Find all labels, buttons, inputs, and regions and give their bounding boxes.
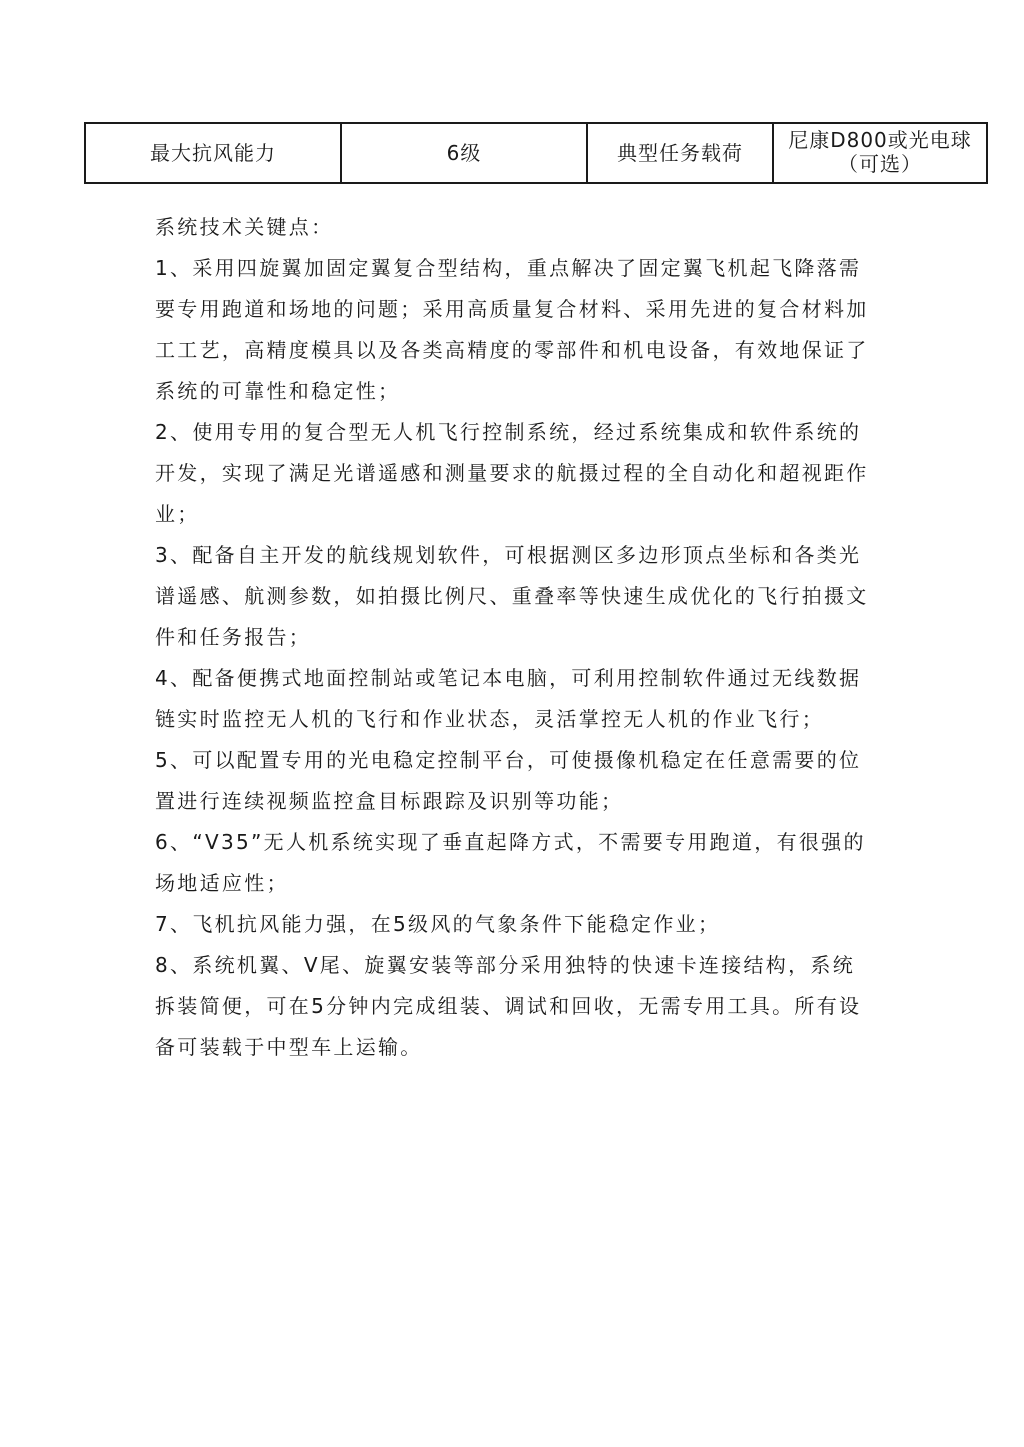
section-heading: 系统技术关键点： bbox=[155, 215, 334, 239]
list-item: 2、使用专用的复合型无人机飞行控制系统，经过系统集成和软件系统的开发，实现了满足光谱遥感和测量要求的航摄过程的全自动化和超视距作业； bbox=[155, 420, 869, 526]
spec-table bbox=[84, 122, 988, 184]
list-item: 4、配备便携式地面控制站或笔记本电脑，可利用控制软件通过无线数据链实时监控无人机的飞行和作业状态，灵活掌控无人机的作业飞行； bbox=[155, 666, 862, 731]
table-cell-label-wind-resistance: 最大抗风能力 bbox=[85, 123, 341, 183]
table-cell-value-wind-resistance: 6级 bbox=[341, 123, 587, 183]
features-section bbox=[155, 207, 875, 1068]
list-item: 3、配备自主开发的航线规划软件，可根据测区多边形顶点坐标和各类光谱遥感、航测参数，如拍摄比例尺、重叠率等快速生成优化的飞行拍摄文件和任务报告； bbox=[155, 543, 869, 649]
table-row bbox=[85, 123, 987, 183]
list-item: 5、可以配置专用的光电稳定控制平台，可使摄像机稳定在任意需要的位置进行连续视频监控盒目标跟踪及识别等功能； bbox=[155, 748, 862, 813]
table-cell-value-payload: 尼康D800或光电球（可选） bbox=[773, 123, 987, 183]
list-item: 7、飞机抗风能力强，在5级风的气象条件下能稳定作业； bbox=[155, 912, 721, 936]
list-item: 1、采用四旋翼加固定翼复合型结构，重点解决了固定翼飞机起飞降落需要专用跑道和场地的问题；采用高质量复合材料、采用先进的复合材料加工工艺，高精度模具以及各类高精度的零部件和机电设备，有效地保证了系统的可靠性和稳定性； bbox=[155, 256, 869, 403]
list-item: 8、系统机翼、V尾、旋翼安装等部分采用独特的快速卡连接结构，系统拆装简便，可在5分钟内完成组装、调试和回收，无需专用工具。所有设备可装载于中型车上运输。 bbox=[155, 953, 862, 1059]
table-cell-label-payload: 典型任务载荷 bbox=[587, 123, 773, 183]
list-item: 6、“V35”无人机系统实现了垂直起降方式，不需要专用跑道，有很强的场地适应性； bbox=[155, 830, 866, 895]
